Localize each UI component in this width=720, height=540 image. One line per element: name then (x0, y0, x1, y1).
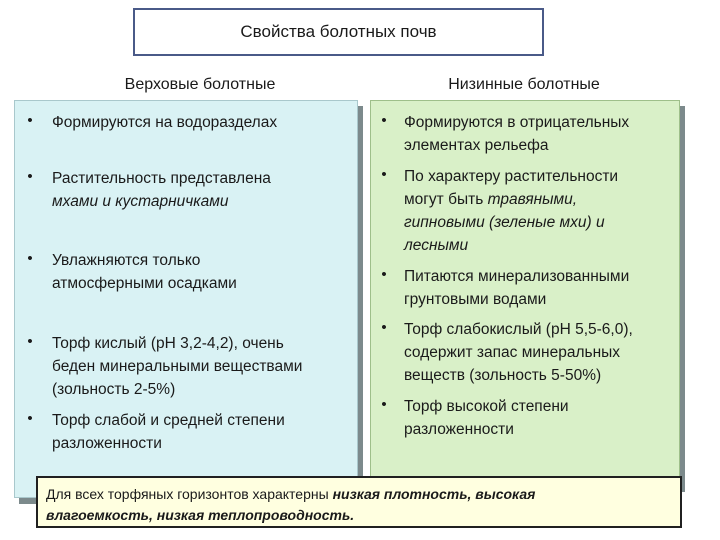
bullet-icon: • (381, 112, 387, 129)
right-item-1: Формируются в отрицательных элементах рельефа (404, 114, 630, 154)
left-item-2: Растительность представлена мхами и кустарничками (52, 170, 271, 210)
bullet-icon: • (381, 396, 387, 413)
diagram-title: Свойства болотных почв (240, 22, 437, 41)
bullet-icon: • (27, 112, 33, 129)
summary-note: Для всех торфяных горизонтов характерны низкая плотность, высокая влагоемкость, низкая теплопроводность. (36, 476, 682, 528)
bullet-icon: • (27, 410, 33, 427)
right-item-3: Питаются минерализованными грунтовыми водами (404, 268, 630, 308)
left-item-3: Увлажняются только атмосферными осадками (52, 252, 237, 292)
left-item-1: Формируются на водоразделах (52, 114, 278, 131)
left-item-4: Торф кислый (pH 3,2-4,2), очень беден минеральными веществами (зольность 2-5%) (52, 335, 303, 398)
title-box (133, 8, 544, 56)
bullet-icon: • (381, 266, 387, 283)
bullet-icon: • (27, 250, 33, 267)
right-item-5: Торф высокой степени разложенности (404, 398, 569, 438)
bullet-icon: • (381, 319, 387, 336)
right-item-4: Торф слабокислый (pH 5,5-6,0), содержит запас минеральных веществ (зольность 5-50%) (404, 321, 633, 384)
right-item-2: По характеру растительности могут быть травяными, гипновыми (зеленые мхи) и лесными (404, 168, 619, 254)
left-heading: Верховые болотные (124, 76, 276, 93)
right-heading: Низинные болотные (448, 76, 600, 93)
bullet-icon: • (381, 166, 387, 183)
bullet-icon: • (27, 168, 33, 185)
bullet-icon: • (27, 333, 33, 350)
left-item-5: Торф слабой и средней степени разложенности (52, 412, 285, 452)
